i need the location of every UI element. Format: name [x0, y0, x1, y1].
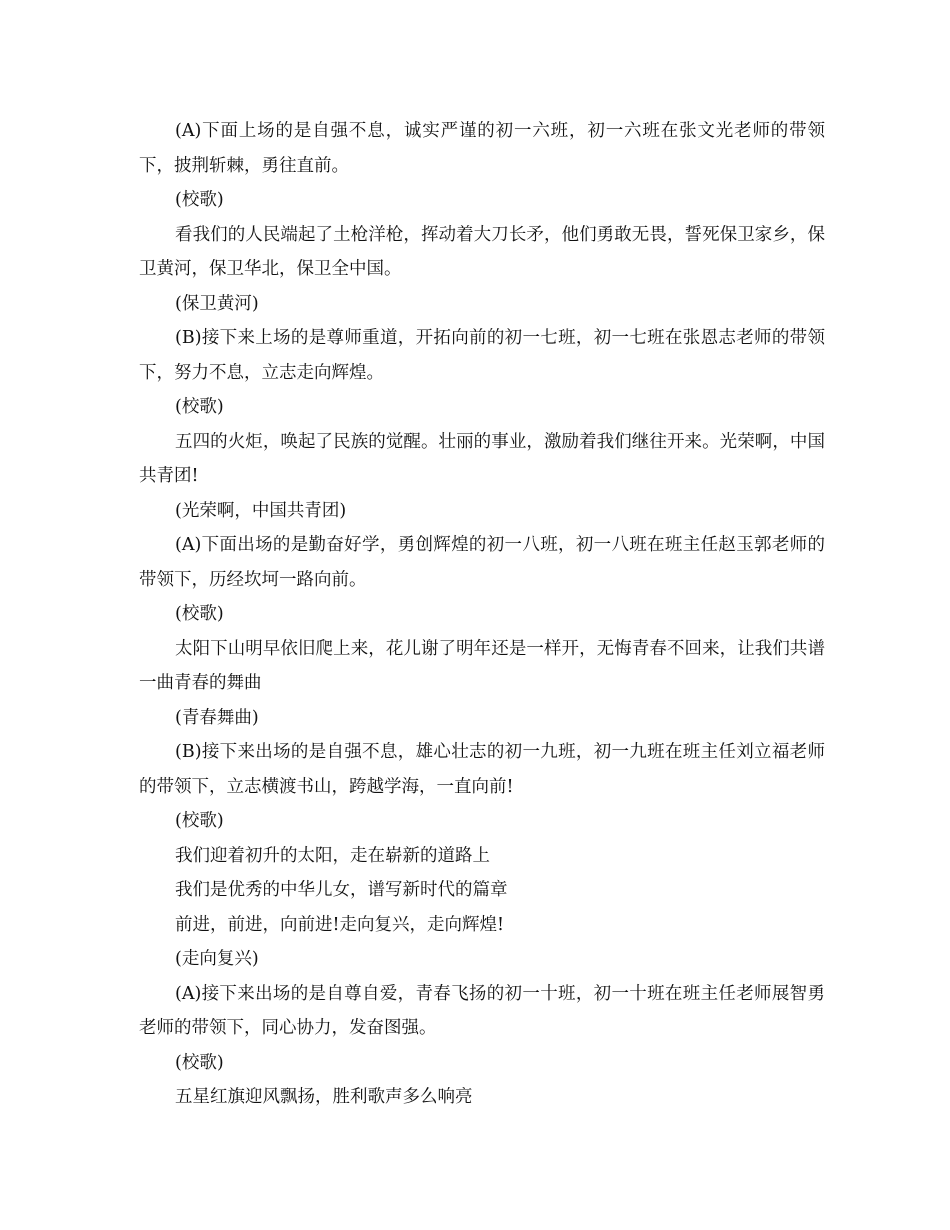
paragraph-3: 看我们的人民端起了土枪洋枪，挥动着大刀长矛，他们勇敢无畏，誓死保卫家乡，保卫黄河，保卫华北，保卫全中国。 [139, 224, 825, 279]
document-body [139, 114, 825, 1115]
paragraph-7: 五四的火炬，唤起了民族的觉醒。壮丽的事业，激励着我们继往开来。光荣啊，中国共青团! [139, 431, 825, 486]
paragraph-4: (保卫黄河) [175, 293, 259, 314]
paragraph-13: (B)接下来出场的是自强不息，雄心壮志的初一九班，初一九班在班主任刘立福老师的带领下，立志横渡书山，跨越学海，一直向前! [139, 742, 825, 797]
paragraph-16: 我们是优秀的中华儿女，谱写新时代的篇章 [175, 880, 508, 900]
paragraph-9: (A)下面出场的是勤奋好学，勇创辉煌的初一八班，初一八班在班主任赵玉郭老师的带领下，历经坎坷一路向前。 [139, 535, 825, 590]
paragraph-11: 太阳下山明早依旧爬上来，花儿谢了明年还是一样开，无悔青春不回来，让我们共谱一曲青春的舞曲 [139, 638, 825, 693]
paragraph-6: (校歌) [175, 397, 224, 417]
paragraph-8: (光荣啊，中国共青团) [175, 500, 347, 521]
paragraph-10: (校歌) [175, 604, 224, 624]
paragraph-14: (校歌) [175, 811, 224, 831]
paragraph-1: (A)下面上场的是自强不息，诚实严谨的初一六班，初一六班在张文光老师的带领下，披荆斩棘，勇往直前。 [139, 121, 825, 176]
paragraph-2: (校歌) [175, 190, 224, 210]
paragraph-17: 前进，前进，向前进!走向复兴，走向辉煌! [175, 914, 505, 935]
paragraph-18: (走向复兴) [175, 949, 259, 969]
paragraph-21: 五星红旗迎风飘扬，胜利歌声多么响亮 [175, 1087, 473, 1107]
paragraph-15: 我们迎着初升的太阳，走在崭新的道路上 [175, 845, 490, 866]
paragraph-12: (青春舞曲) [175, 707, 259, 728]
paragraph-5: (B)接下来上场的是尊师重道，开拓向前的初一七班，初一七班在张恩志老师的带领下，努力不息，立志走向辉煌。 [139, 328, 825, 383]
paragraph-19: (A)接下来出场的是自尊自爱，青春飞扬的初一十班，初一十班在班主任老师展智勇老师的带领下，同心协力，发奋图强。 [139, 983, 825, 1038]
paragraph-20: (校歌) [175, 1052, 224, 1073]
